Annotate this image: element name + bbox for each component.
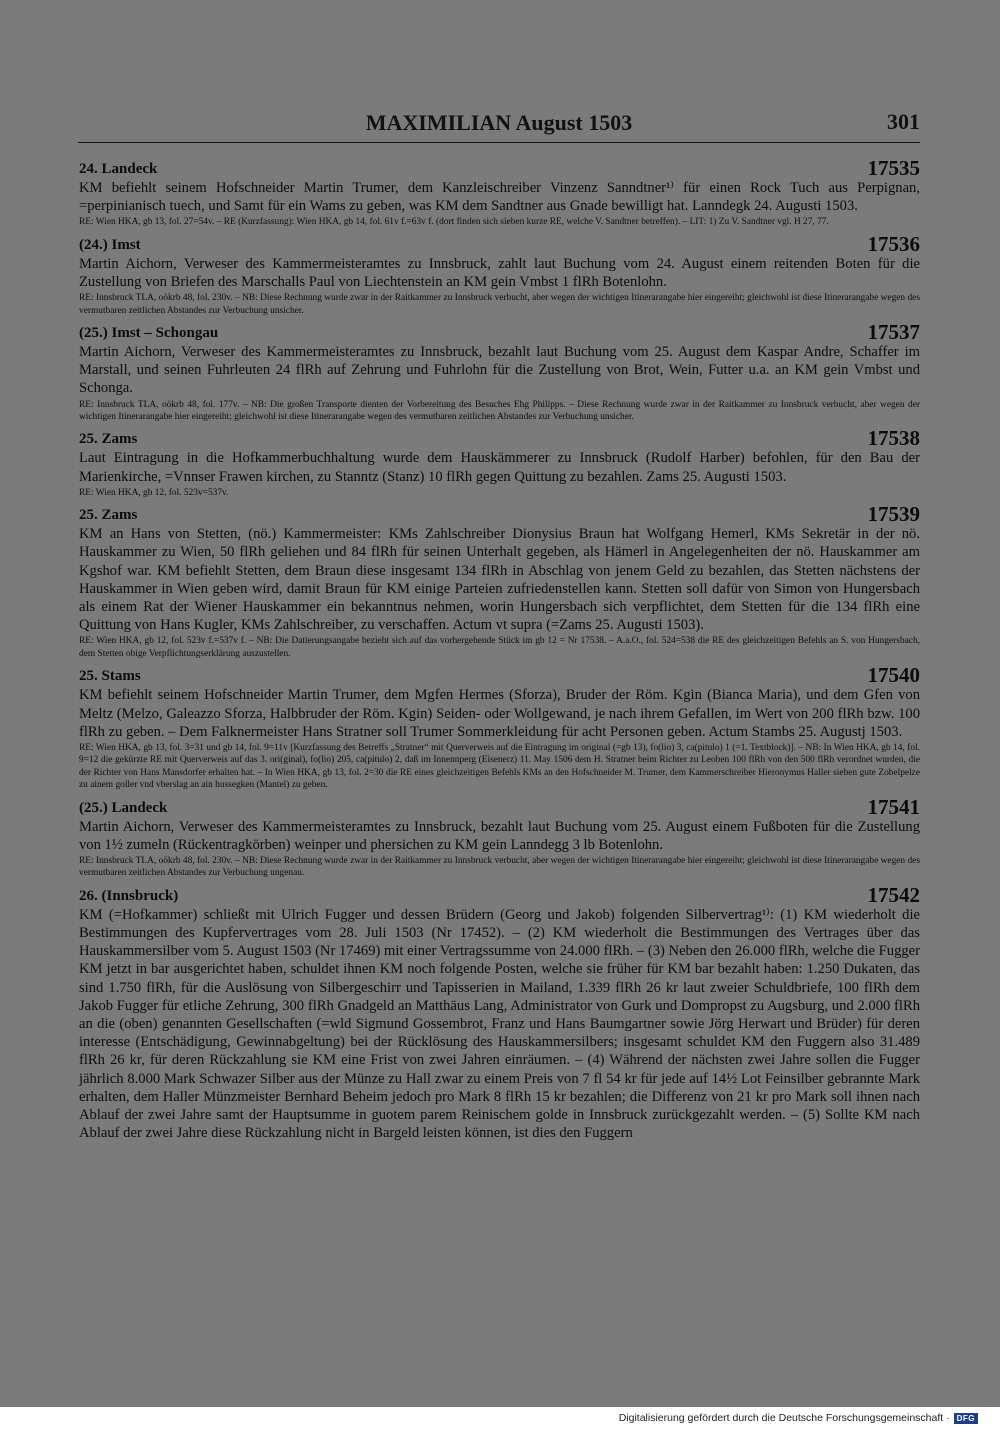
entry <box>79 882 920 1143</box>
entry-place: (25.) Landeck <box>79 799 168 816</box>
running-header <box>78 108 920 143</box>
entry-notes: RE: Wien HKA, gb 13, fol. 3=31 und gb 14, fol. 9=11v [Kurzfassung des Betreffs „Stratner“ mit Querverweis auf die Eintragung im original (=gb 13), fo(lio) 3, ca(pitulo) 1 (=1. Textblock)]. – NB: In Wien HKA, gb 14, fol. 9=12 die gekürzte RE mit Querverweis auf das 3. ori(ginal), fo(lio) 205, ca(pitulo) 2, daß im Innennperg (Eisenerz) 11. May 1506 dem H. Stratner beim Richter zu Leoben 100 flRh von den 500 flRh verordnet wurden, die der Richter von Hans Mansdorfer erhalten hat. – In Wien HKA, gb 13, fol. 2=30 die RE eines gleichzeitigen Befehls KMs an den Hofschneider M. Trumer, dem Kammerschreiber Hieronymus Haller sieben gute Zobelpelze zu ainem goller vnd vberslag an ain hussegken (Mantel) zu geben. <box>79 742 920 791</box>
entry-notes: RE: Innsbruck TLA, oökrb 48, fol. 230v. – NB: Diese Rechnung wurde zwar in der Raitkammer zu Innsbruck verbucht, aber wegen der wichtigen Itinerarangabe hier eingereiht; gleichwohl ist diese Itinerarangabe wegen des vermutbaren zeitlichen Abstandes zur Verbuchung unsicher. <box>79 293 920 316</box>
entry-text: KM (=Hofkammer) schließt mit Ulrich Fugger und dessen Brüdern (Georg und Jakob) folgenden Silbervertrag¹⁾: (1) KM wiederholt die Bestimmungen des Kupfervertrages vom 28. Juli 1503 (Nr 17452). – (2) KM wiederholt die Bestimmungen des Vertrages über das Hauskammersilber vom 5. August 1503 (Nr 17469) mit einer Vertragssumme von 24.000 flRh. – (3) Neben den 26.000 flRh, welche die Fugger KM jetzt in bar ausgerichtet haben, schuldet ihnen KM noch folgende Posten, welche sie früher für KM bar bezahlt haben: 1.250 Dukaten, das sind 1.750 flRh, für die Auslösung von Silbergeschirr und Tapisserien in Mailand, 1.339 flRh 26 kr laut zweier Schuldbriefe, 100 flRh dem Jakob Fugger für etliche Zehrung, 300 flRh Gnadgeld an Matthäus Lang, Administrator von Gurk und Dompropst zu Augsburg, und 2.000 flRh an die (oben) genannten Gesellschaften (=wld Sigmund Gossembrot, Franz und Hans Baumgartner sowie Jörg Herwart und Brüder) für deren interesse (Entschädigung, Gewinnabgeltung) bei der Rücklösung des Hauskammersilbers; insgesamt schuldet KM den Fuggern also 31.489 flRh 26 kr, für deren Rückzahlung sie KM eine Frist von zwei Jahren einräumen. – (4) Während der nächsten zwei Jahre sollen die Fugger jährlich 8.000 Mark Schwazer Silber aus der Münze zu Hall zwar zu einem Preis von 7 fl 54 kr für jede auf 14½ Lot Feinsilber gebrannte Mark erhalten, dem Haller Münzmeister Bernhard Beheim jedoch pro Mark 8 flRh 15 kr bezahlen; die Differenz von 21 kr pro Mark soll ihnen nach Ablauf der zwei Jahre samt der Hauptsumme in guotem parem Reinischem golde in Innsbruck zurückgezahlt werden. – (5) Sollte KM nach Ablauf der zwei Jahre diese Rückzahlung nicht in Bargeld leisten können, ist dies den Fuggern <box>79 906 920 1142</box>
entry-notes: RE: Wien HKA, gb 12, fol. 523v=537v. <box>79 487 229 498</box>
entry-text: KM befiehlt seinem Hofschneider Martin Trumer, dem Kanzleischreiber Vinzenz Sanndtner¹⁾ für einen Rock Tuch aus Perpignan, =perpinianisch tuech, und Samt für ein Wams zu geben, was KM dem Sandtner aus Gnade bewilligt hat. Lanndegk 24. Augusti 1503. <box>79 180 920 215</box>
entry <box>79 231 920 317</box>
regesta-list <box>79 158 920 1147</box>
entry-notes: RE: Wien HKA, gb 13, fol. 27=54v. – RE (Kurzfassung): Wien HKA, gb 14, fol. 61v f.=63v f. (dort finden sich sieben kurze RE, welche V. Sandtner betreffen). – LIT: 1) Zu V. Sandtner vgl. H 27, 77. <box>79 217 829 228</box>
entry-text: Martin Aichorn, Verweser des Kammermeisteramtes zu Innsbruck, bezahlt laut Buchung vom 25. August einem Fußboten für die Zustellung von 1½ zumeln (Rückentragkörben) weinper und phersichen zu KM gein Lanndegg 3 lb Botenlohn. <box>79 818 920 853</box>
entry-number: 17542 <box>867 882 920 907</box>
dfg-logo: DFG <box>954 1413 978 1424</box>
entry-place: (25.) Imst – Schongau <box>79 325 219 342</box>
entry-number: 17537 <box>867 320 920 345</box>
entry <box>79 794 920 880</box>
entry-notes: RE: Wien HKA, gb 12, fol. 523v f.=537v f. – NB: Die Datierungsangabe bezieht sich auf das vorhergehende Stück im gb 12 = Nr 17538. – A.a.O., fol. 524=538 die RE des gleichzeitigen Befehls an S. von Hungersbach, dem Stetten obige Verpflichtungserklärung auszustellen. <box>79 636 920 659</box>
footer-credit <box>619 1412 978 1424</box>
entry-place: 25. Zams <box>79 431 138 448</box>
entry-notes: RE: Innsbruck TLA, oökrb 48, fol. 230v. – NB: Diese Rechnung wurde zwar in der Raitkammer zu Innsbruck verbucht, aber wegen der wichtigen Itinerarangabe hier eingereiht; gleichwohl ist diese Itinerarangabe wegen des vermutbaren zeitlichen Abstandes zur Verbuchung ungenau. <box>79 855 920 879</box>
entry <box>79 504 920 660</box>
entry-place: 26. (Innsbruck) <box>79 887 179 904</box>
entry-text: Martin Aichorn, Verweser des Kammermeisteramtes zu Innsbruck, bezahlt laut Buchung vom 25. August dem Kaspar Andre, Schaffer im Marstall, und seinen Fuhrleuten 24 flRh auf Zehrung und Fuhrlohn für die Zustellung von Brot, Wein, Futter u.a. an KM gein Vmbst und Schonga. <box>79 344 920 397</box>
entry-notes: RE: Innsbruck TLA, oökrb 48, fol. 177v. – NB: Die großen Transporte dienten der Vorbereitung des Besuches Ehg Philipps. – Diese Rechnung wurde zwar in der Raitkammer zu Innsbruck verbucht, aber wegen der wichtigen Itinerarangabe hier eingereiht; gleichwohl ist diese Itinerarangabe wegen des vermutbaren zeitlichen Abstandes zur Verbuchung unsicher. <box>79 399 920 423</box>
entry-text: KM befiehlt seinem Hofschneider Martin Trumer, dem Mgfen Hermes (Sforza), Bruder der Röm. Kgin (Bianca Maria), und dem Gfen von Meltz (Melzo, Galeazzo Sforza, Halbbruder der Röm. Kgin) Seiden- oder Wollgewand, je nach ihrem Gefallen, im Wert von 200 flRh bzw. 100 flRh zu geben. – Dem Falknermeister Hans Stratner soll Trumer Sommerkleidung für acht Personen geben. Actum Stambs 25. Augustj 1503. <box>79 687 920 740</box>
page-number: 301 <box>887 109 920 134</box>
entry-number: 17539 <box>867 502 920 527</box>
entry-place: (24.) Imst <box>79 236 141 253</box>
entry-place: 24. Landeck <box>79 161 158 177</box>
entry-number: 17535 <box>867 156 920 180</box>
entry-place: 25. Zams <box>79 507 138 524</box>
entry-number: 17540 <box>867 663 920 688</box>
entry-place: 25. Stams <box>79 668 141 685</box>
entry <box>79 428 920 499</box>
footer-text: Digitalisierung gefördert durch die Deutsche Forschungsgemeinschaft · <box>618 1412 950 1424</box>
entry <box>79 322 920 423</box>
entry-number: 17536 <box>867 231 920 256</box>
entry <box>79 158 920 229</box>
entry-number: 17541 <box>867 794 920 819</box>
entry-number: 17538 <box>867 426 920 451</box>
entry-text: KM an Hans von Stetten, (nö.) Kammermeister: KMs Zahlschreiber Dionysius Braun hat Wolfgang Hemerl, KMs Sekretär in der nö. Hauskammer zu Wien, 50 flRh geliehen und 84 flRh für seinen Unterhalt gegeben, als Hämerl in Angelegenheiten der nö. Hauskammer am Kgshof war. KM befiehlt Stetten, dem Braun diese insgesamt 134 flRh in Abschlag von jenem Geld zu bezahlen, das Stetten nächstens der Hauskammer in Wien geben wird, damit Braun für KM einige Parteien zufriedenstellen kann. Stetten soll dafür von Simon von Hungersbach als einem Rat der Wiener Hauskammer ein bekanntnus nehmen, worin Hungersbach sich verpflichtet, dem Stetten für die 134 flRh eine Quittung von Hans Kugler, KMs Zahlschreiber, zu verschaffen. Actum vt supra (=Zams 25. Augusti 1503). <box>79 526 920 634</box>
entry <box>79 665 920 791</box>
entry-text: Martin Aichorn, Verweser des Kammermeisteramtes zu Innsbruck, zahlt laut Buchung vom 24. August einem reitenden Boten für die Zustellung von Briefen des Marschalls Paul von Liechtenstein an KM gein Vmbst 1 flRh Botenlohn. <box>79 255 920 291</box>
header-title: MAXIMILIAN August 1503 <box>365 110 633 135</box>
entry-text: Laut Eintragung in die Hofkammerbuchhaltung wurde dem Hauskämmerer zu Innsbruck (Rudolf Harber) befohlen, für den Bau der Marienkirche, =Vnnser Frawen kirchen, zu Stanntz (Stanz) 10 flRh gegen Quittung zu bezahlen. Zams 25. Augusti 1503. <box>79 450 920 485</box>
